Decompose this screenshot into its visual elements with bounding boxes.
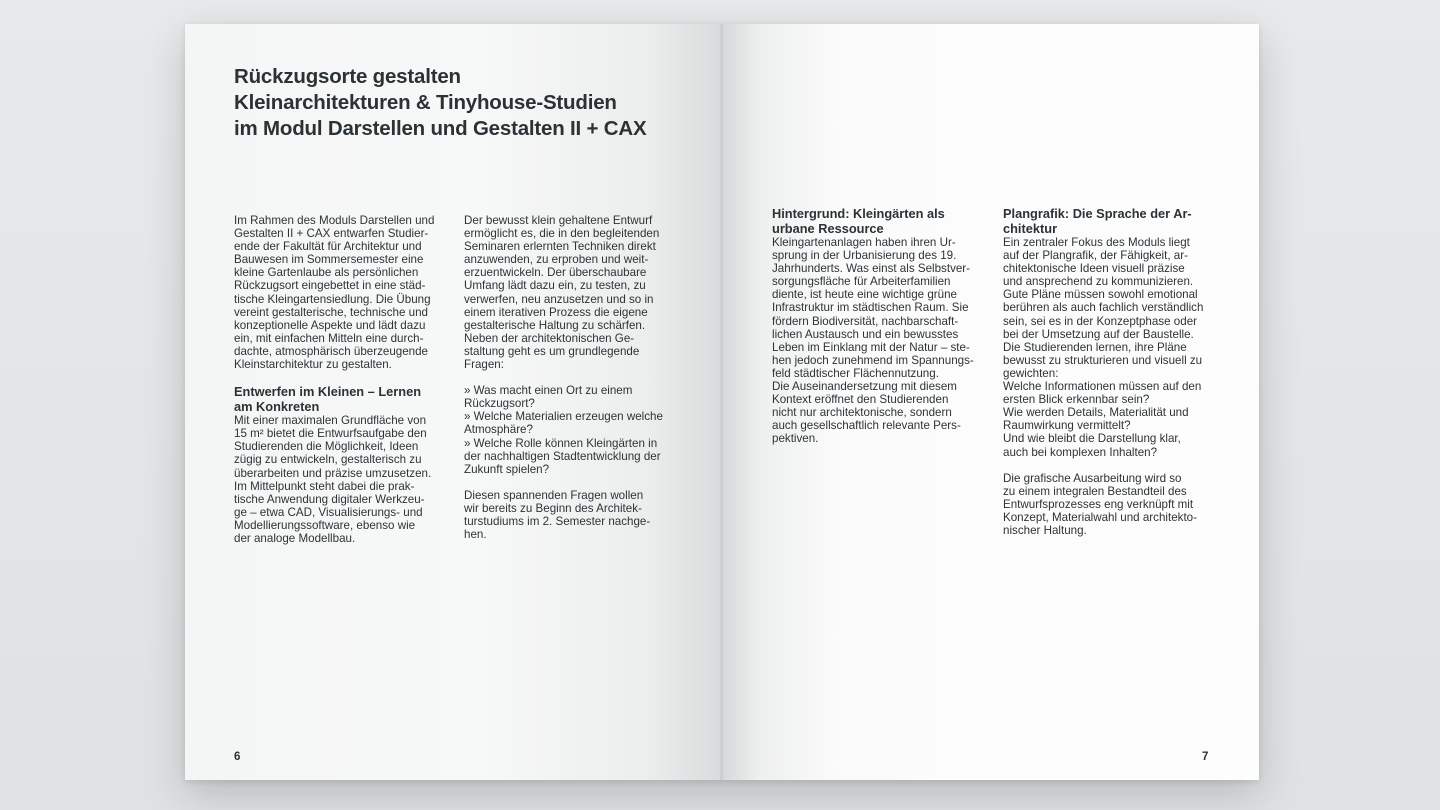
title-line: im Modul Darstellen und Gestalten II + CAX [234, 117, 647, 140]
text-line: vereint gestalterische, technische und [234, 305, 428, 319]
text-line: Gestalten II + CAX entwarfen Studier- [234, 227, 429, 241]
text-line: Im Rahmen des Moduls Darstellen und [234, 214, 435, 227]
text-line: pektiven. [772, 432, 819, 446]
text-line: staltung geht es um grundlegende [464, 344, 640, 358]
text-line: am Konkreten [234, 399, 320, 415]
text-line: Zukunft spielen? [464, 462, 550, 476]
text-line: Bauwesen im Sommersemester eine [234, 253, 424, 267]
text-line: wir bereits zu Beginn des Architek- [464, 501, 642, 515]
right-column-1 [772, 206, 982, 446]
section-heading [234, 384, 444, 414]
text-line: überarbeiten und präzise umzusetzen. [234, 466, 432, 480]
body-paragraph [772, 236, 982, 446]
text-line: Neben der architektonischen Ge- [464, 331, 635, 345]
booklet-spread [185, 24, 1259, 780]
question-list [464, 384, 674, 476]
text-line: Die Auseinandersetzung mit diesem [772, 380, 957, 394]
right-column-2 [1003, 206, 1213, 537]
text-line: turstudiums im 2. Semester nachge- [464, 514, 651, 528]
text-line: Kleingartenanlagen haben ihren Ur- [772, 236, 956, 249]
text-line: Welche Informationen müssen auf den [1003, 380, 1202, 394]
text-line: Der bewusst klein gehaltene Entwurf [464, 214, 653, 227]
closing-paragraph [464, 489, 674, 541]
text-line: Im Mittelpunkt steht dabei die prak- [234, 479, 415, 493]
text-line: » Welche Rolle können Kleingärten in [464, 436, 658, 450]
text-line: Infrastruktur im städtischen Raum. Sie [772, 301, 969, 315]
text-line: Die grafische Ausarbeitung wird so [1003, 471, 1182, 485]
text-line: Studierenden die Möglichkeit, Ideen [234, 440, 419, 454]
text-line: lichen Austausch und ein bewusstes [772, 327, 959, 341]
section-heading [772, 206, 982, 236]
text-line: verwerfen, neu anzusetzen und so in [464, 292, 654, 306]
text-line: ermöglicht es, die in den begleitenden [464, 227, 660, 241]
body-paragraph [234, 414, 444, 545]
left-column-1 [234, 214, 444, 545]
text-line: Umfang lädt dazu ein, zu testen, zu [464, 279, 646, 293]
text-line: Wie werden Details, Materialität und [1003, 406, 1189, 420]
text-line: hen jedoch zunehmend im Spannungs- [772, 353, 974, 367]
text-line: Rückzugsort eingebettet in eine städ- [234, 279, 426, 293]
text-line: Fragen: [464, 358, 504, 372]
text-line: Atmosphäre? [464, 423, 533, 437]
text-line: Und wie bleibt die Darstellung klar, [1003, 432, 1181, 446]
text-line: Jahrhunderts. Was einst als Selbstver- [772, 262, 971, 276]
text-line: gestalterische Haltung zu schärfen. [464, 318, 646, 332]
text-line: diente, ist heute eine wichtige grüne [772, 288, 957, 302]
text-line: Entwurfsprozesses eng verknüpft mit [1003, 497, 1194, 511]
text-line: tische Kleingartensiedlung. Die Übung [234, 292, 431, 306]
page-number: 6 [234, 751, 241, 763]
text-line: chitektur [1003, 221, 1058, 236]
page-number: 7 [1202, 751, 1209, 763]
text-line: Seminaren erlernten Techniken direkt [464, 240, 656, 254]
text-line: Rückzugsort? [464, 397, 535, 411]
text-line: zu einem integralen Bestandteil des [1003, 484, 1187, 498]
left-column-2 [464, 214, 674, 541]
page-title [234, 64, 704, 142]
left-page [185, 24, 722, 780]
text-line: auf der Plangrafik, der Fähigkeit, ar- [1003, 249, 1188, 263]
text-line: Mit einer maximalen Grundfläche von [234, 414, 427, 428]
text-line: ersten Blick erkennbar sein? [1003, 393, 1150, 407]
text-line: erzuentwickeln. Der überschaubare [464, 266, 647, 280]
text-line: fördern Biodiversität, nachbarschaft- [772, 314, 959, 328]
text-line: Ein zentraler Fokus des Moduls liegt [1003, 236, 1190, 249]
text-line: urbane Ressource [772, 221, 884, 236]
text-line: dachte, atmosphärisch überzeugende [234, 344, 429, 358]
text-line: der nachhaltigen Stadtentwicklung der [464, 449, 661, 463]
text-line: Entwerfen im Kleinen – Lernen [234, 384, 422, 400]
text-line: feld städtischer Flächennutzung. [772, 366, 939, 380]
closing-paragraph [1003, 472, 1213, 537]
text-line: 15 m² bietet die Entwurfsaufgabe den [234, 427, 427, 441]
text-line: Konzept, Materialwahl und architekto- [1003, 510, 1197, 524]
text-line: bei der Umsetzung auf der Baustelle. [1003, 327, 1194, 341]
text-line: sein, sei es in der Konzeptphase oder [1003, 314, 1197, 328]
title-line: Kleinarchitekturen & Tinyhouse-Studien [234, 91, 617, 114]
text-line: bewusst zu strukturieren und visuell zu [1003, 353, 1203, 367]
text-line: ein, mit einfachen Mitteln eine durch- [234, 331, 424, 345]
text-line: Kontext eröffnet den Studierenden [772, 393, 949, 407]
text-line: anzuwenden, zu erproben und weit- [464, 253, 649, 267]
text-line: sorgungsfläche für Arbeiterfamilien [772, 275, 951, 289]
right-page [722, 24, 1259, 780]
text-line: tische Anwendung digitaler Werkzeu- [234, 492, 425, 506]
intro-paragraph [234, 214, 444, 371]
text-line: sprung in der Urbanisierung des 19. [772, 249, 957, 263]
text-line: zügig zu entwickeln, gestalterisch zu [234, 453, 422, 467]
text-line: Plangrafik: Die Sprache der Ar- [1003, 206, 1192, 221]
text-line: Gute Pläne müssen sowohl emotional [1003, 288, 1198, 302]
text-line: konzeptionelle Aspekte und lädt dazu [234, 318, 426, 332]
text-line: gewichten: [1003, 366, 1059, 380]
text-line: auch gesellschaftlich relevante Pers- [772, 419, 961, 433]
text-line: berühren als auch fachlich verständlich [1003, 301, 1204, 315]
gutter-fold [720, 24, 723, 780]
text-line: nischer Haltung. [1003, 523, 1087, 537]
text-line: der analoge Modellbau. [234, 531, 356, 545]
body-paragraph [1003, 236, 1213, 459]
text-line: Raumwirkung vermittelt? [1003, 419, 1131, 433]
text-line: und ansprechend zu kommunizieren. [1003, 275, 1194, 289]
title-line: Rückzugsorte gestalten [234, 65, 461, 88]
text-line: Die Studierenden lernen, ihre Pläne [1003, 340, 1187, 354]
text-line: einem iterativen Prozess die eigene [464, 305, 648, 319]
text-line: ende der Fakultät für Architektur und [234, 240, 422, 254]
text-line: Kleinstarchitektur zu gestalten. [234, 358, 392, 372]
text-line: hen. [464, 528, 487, 542]
text-line: chitektonische Ideen visuell präzise [1003, 262, 1185, 276]
text-line: kleine Gartenlaube als persönlichen [234, 266, 419, 280]
text-line: Leben im Einklang mit der Natur – ste- [772, 340, 970, 354]
text-line: auch bei komplexen Inhalten? [1003, 445, 1158, 459]
text-line: Modellierungssoftware, ebenso wie [234, 518, 416, 532]
body-paragraph [464, 214, 674, 371]
text-line: ge – etwa CAD, Visualisierungs- und [234, 505, 423, 519]
text-line: » Was macht einen Ort zu einem [464, 384, 633, 398]
section-heading [1003, 206, 1213, 236]
text-line: » Welche Materialien erzeugen welche [464, 410, 663, 424]
text-line: nicht nur architektonische, sondern [772, 406, 952, 420]
text-line: Diesen spannenden Fragen wollen [464, 488, 644, 502]
text-line: Hintergrund: Kleingärten als [772, 206, 945, 221]
